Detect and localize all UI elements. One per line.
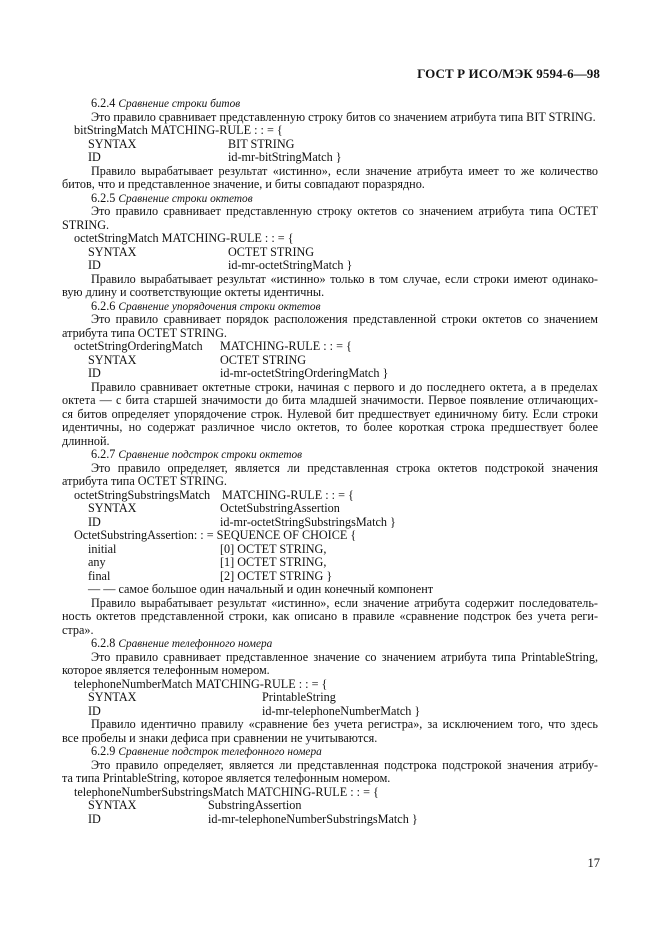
code-line [62,151,598,165]
section-number: 6.2.5 [91,191,116,205]
code-value: MATCHING-RULE : : = { [222,488,354,502]
paragraph-line: битов, что и представленное значение, и биты совпадают поразрядно. [62,178,425,191]
code-line [62,246,598,260]
code-line: telephoneNumberMatch MATCHING-RULE : : = { [74,677,328,691]
code-name: octetStringOrderingMatch [74,340,203,353]
code-line [62,367,598,381]
code-value: [0] OCTET STRING, [220,542,327,556]
paragraph-line: Правило вырабатывает результат «истинно», если значение атрибута имеет то же количество [91,164,598,178]
paragraph-line: Это правило сравнивает представленное значение со значением атрибута типа PrintableString, [91,650,598,664]
code-name: octetStringSubstringsMatch [74,488,211,502]
code-value: id-mr-octetStringOrderingMatch } [220,367,389,380]
code-line: octetStringMatch MATCHING-RULE : : = { [74,232,294,245]
code-line [62,354,598,368]
code-value: id-mr-telephoneNumberSubstringsMatch } [208,812,418,826]
code-key: initial [88,542,117,556]
paragraph-line: Правило вырабатывает результат «истинно», если значение атрибута содержит последователь- [91,596,598,610]
code-key: any [88,556,106,569]
code-line [62,516,598,530]
code-line [62,138,598,152]
section-title: Сравнение упорядочения строки октетов [118,300,321,313]
code-line: bitStringMatch MATCHING-RULE : : = { [74,124,283,137]
code-line [62,556,598,570]
code-line [62,705,598,719]
paragraph-line: стра». [62,623,94,637]
paragraph-line: Правило вырабатывает результат «истинно» только в том случае, если строки имеют одинако- [91,272,598,286]
code-key: final [88,569,111,583]
paragraph-line: идентичны, но содержат различное число октетов, то более короткая строка предшествует более [62,421,598,434]
section-number: 6.2.9 [91,745,116,758]
section-heading-6-2-7 [62,448,598,462]
code-key: ID [88,812,101,826]
section-heading-6-2-8 [62,637,598,651]
section-title: Сравнение подстрок строки октетов [118,449,303,461]
paragraph-line: которое является телефонным номером. [62,664,270,677]
paragraph-line: Это правило определяет, является ли представленная строка октетов подстрокой значения [91,461,598,475]
section-heading-6-2-5 [62,192,598,206]
paragraph-line: Правило идентично правилу «сравнение без учета регистра», за исключением того, что здесь [91,718,598,731]
code-key: ID [88,259,101,272]
code-value: id-mr-octetStringSubstringsMatch } [220,515,396,529]
paragraph-line: Это правило сравнивает представленную строку октетов со значением атрибута типа OCTET [91,205,598,218]
code-line [62,340,598,354]
code-value: [1] OCTET STRING, [220,556,327,569]
code-line: OctetSubstringAssertion: : = SEQUENCE OF CHOICE { [74,529,357,542]
section-title: Сравнение телефонного номера [118,638,273,650]
code-line [62,259,598,273]
code-line [62,799,598,813]
section-title: Сравнение подстрок телефонного номера [118,746,322,758]
code-line [62,813,598,827]
code-value: MATCHING-RULE : : = { [220,340,352,353]
section-heading-6-2-9 [62,745,598,759]
paragraph: Это правило сравнивает представленную строку битов со значением атрибута типа BIT STRING. [91,110,596,124]
code-key: SYNTAX [88,502,137,515]
paragraph-line: STRING. [62,218,110,232]
code-value: [2] OCTET STRING } [220,569,333,583]
code-key: SYNTAX [88,353,137,367]
code-line: telephoneNumberSubstringsMatch MATCHING-RULE : : = { [74,785,379,799]
code-value: id-mr-bitStringMatch } [228,151,342,164]
code-key: ID [88,515,101,529]
paragraph-line: атрибута типа OCTET STRING. [62,326,227,340]
paragraph-line: все пробелы и знаки дефиса при сравнении не учитываются. [62,731,378,745]
section-title: Сравнение строки октетов [118,192,253,205]
code-value: PrintableString [262,691,336,704]
code-value: OCTET STRING [228,245,315,259]
code-key: ID [88,367,101,380]
code-key: SYNTAX [88,799,137,812]
document-body [62,97,598,826]
code-line [62,489,598,503]
paragraph-line: длинной. [62,434,110,448]
section-number: 6.2.7 [91,448,116,461]
paragraph-line: октета — с бита старшей значимости до бита младшей значимости. Первое появление отличающих- [62,394,598,407]
paragraph-line: атрибута типа OCTET STRING. [62,475,227,488]
paragraph-line: ся битов определяет упорядочение строк. Нулевой бит предшествует единичному биту. Если строки [62,407,598,421]
paragraph-line: Правило сравнивает октетные строки, начиная с первого и до последнего октета, а в пределах [91,380,598,394]
code-value: BIT STRING [228,137,295,151]
code-line [62,691,598,705]
code-comment: — — самое большое один начальный и один конечный компонент [88,583,434,596]
code-value: OctetSubstringAssertion [220,502,340,515]
code-line [62,570,598,584]
page-number: 17 [587,856,600,870]
section-number: 6.2.8 [91,637,116,650]
code-value: OCTET STRING [220,353,307,367]
paragraph-line: вую длину и соответствующие октеты идентичны. [62,286,325,299]
section-number: 6.2.4 [91,97,116,110]
code-key: SYNTAX [88,691,137,704]
code-line [62,502,598,516]
code-line [62,543,598,557]
paragraph-line: Это правило определяет, является ли представленная подстрока подстрокой значения атрибу- [91,758,598,772]
section-heading-6-2-4 [62,97,598,111]
code-key: SYNTAX [88,245,137,259]
section-title: Сравнение строки битов [118,98,241,110]
code-key: SYNTAX [88,137,137,151]
paragraph-line: та типа PrintableString, которое является телефонным номером. [62,772,391,785]
page-header: ГОСТ Р ИСО/МЭК 9594-6—98 [417,66,600,81]
code-value: id-mr-telephoneNumberMatch } [262,704,421,718]
code-key: ID [88,151,101,164]
code-value: SubstringAssertion [208,799,302,812]
paragraph-line: ность октетов представленной строки, как описано в правиле «сравнение подстрок без учета реги- [62,610,598,623]
paragraph-line: Это правило сравнивает порядок расположения представленной строки октетов со значением [91,313,598,326]
section-heading-6-2-6 [62,300,598,314]
code-key: ID [88,704,101,718]
code-value: id-mr-octetStringMatch } [228,259,353,272]
section-number: 6.2.6 [91,299,116,313]
